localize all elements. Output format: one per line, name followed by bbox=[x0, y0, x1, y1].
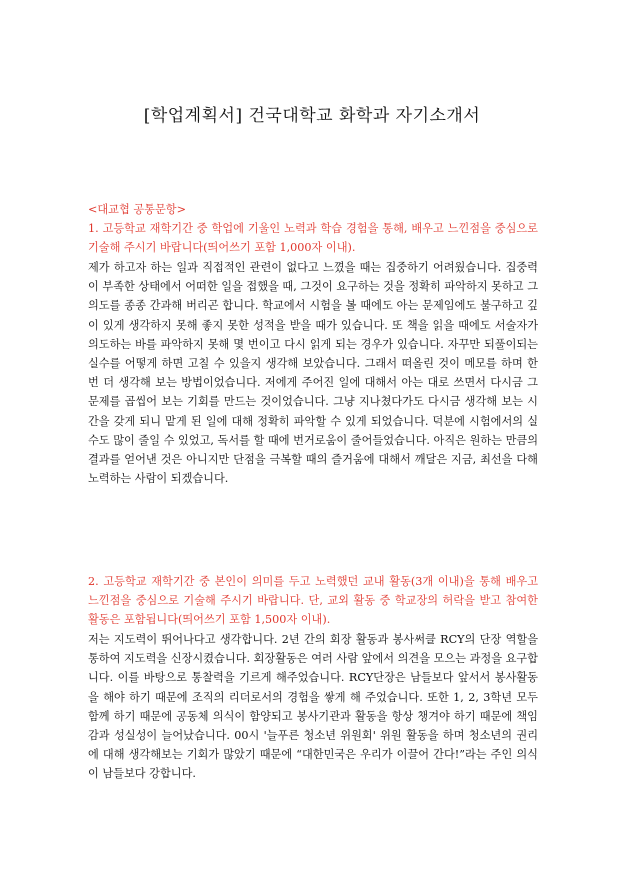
answer-1: 제가 하고자 하는 일과 직접적인 관련이 없다고 느꼈을 때는 집중하기 어려웠습니다. 집중력이 부족한 상태에서 어떠한 일을 접했을 때, 그것이 요구하는 것을 정확히 파악하지 못하고 그 의도를 종종 간과해 버리곤 합니다. 학교에서 시험을 볼 때에도 아는 문제임에도 불구하고 깊이 있게 생각하지 못해 좋지 못한 성적을 받을 때가 있습니다. 또 책을 읽을 때에도 서술자가 의도하는 바를 파악하지 못해 몇 번이고 다시 읽게 되는 경우가 있습니다. 자꾸만 되풀이되는 실수를 어떻게 하면 고칠 수 있을지 생각해 보았습니다. 그래서 떠올린 것이 메모를 하며 한 번 더 생각해 보는 방법이었습니다. 저에게 주어진 일에 대해서 아는 대로 쓰면서 다시금 그 문제를 곱씹어 보는 기회를 만드는 것이었습니다. 그냥 지나쳤다가도 다시금 생각해 보는 시간을 갖게 되니 맡게 된 일에 대해 정확히 파악할 수 있게 되었습니다. 덕분에 시험에서의 실수도 많이 줄일 수 있었고, 독서를 할 때에 번거로움이 줄어들었습니다. 아직은 원하는 만큼의 결과를 얻어낸 것은 아니지만 단점을 극복할 때의 즐거움에 대해서 깨달은 지금, 최선을 다해 노력하는 사람이 되겠습니다. bbox=[88, 261, 538, 486]
page-title: [학업계획서] 건국대학교 화학과 자기소개서 bbox=[143, 106, 481, 126]
answer-2: 저는 지도력이 뛰어나다고 생각합니다. 2년 간의 회장 활동과 봉사써클 RCY의 단장 역할을 통하여 지도력을 신장시켰습니다. 회장활동은 여러 사람 앞에서 의견을 모으는 과정을 요구합니다. 이를 바탕으로 통찰력을 기르게 해주었습니다. RCY단장은 남들보다 앞서서 봉사활동을 해야 하기 때문에 조직의 리더로서의 경험을 쌓게 해 주었습니다. 또한 1, 2, 3학년 모두 함께 하기 때문에 공동체 의식이 함양되고 봉사기관과 활동을 항상 챙겨야 하기 때문에 책임감과 성실성이 늘어났습니다. 00시 '늘푸른 청소년 위원회' 위원 활동을 하며 청소년의 권리에 대해 생각해보는 기회가 많았기 때문에 “대한민국은 우리가 이끌어 간다!”라는 주인 의식이 남들보다 강합니다. bbox=[88, 633, 538, 781]
section-label: <대교협 공통문항> bbox=[88, 203, 186, 216]
question-1: 1. 고등학교 재학기간 중 학업에 기울인 노력과 학습 경험을 통해, 배우고 느낀점을 중심으로 기술해 주시기 바랍니다(띄어쓰기 포함 1,000자 이내). bbox=[88, 222, 538, 255]
question-2: 2. 고등학교 재학기간 중 본인이 의미를 두고 노력했던 교내 활동(3개 이내)을 통해 배우고 느낀점을 중심으로 기술해 주시기 바랍니다. 단, 교외 활동 중 학교장의 허락을 받고 참여한 활동은 포함됩니다(띄어쓰기 포함 1,500자 이내). bbox=[88, 575, 538, 627]
